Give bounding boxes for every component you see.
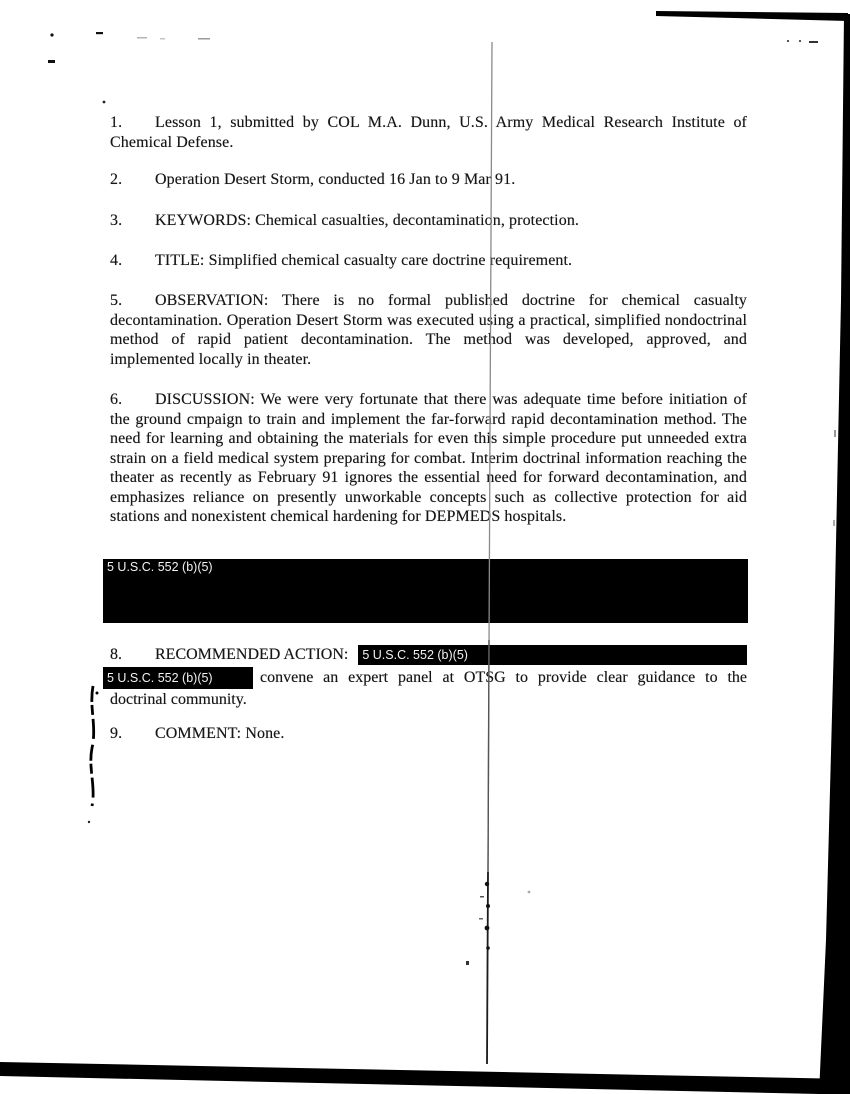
paragraph-text: KEYWORDS: Chemical casualties, decontamination, protection. [155, 212, 580, 229]
fold-ink-blot [486, 904, 490, 908]
faint-scan-mark [528, 891, 531, 894]
paragraph-number: 3. [110, 212, 123, 229]
fold-tick-mark [480, 896, 484, 898]
paragraph-text: Lesson 1, submitted by COL M.A. Dunn, U.S. Army Medical Research Institute of Chemical Defense. [110, 114, 747, 151]
redaction-bar-inline-1 [358, 645, 747, 665]
paragraph-number: 8. [110, 646, 122, 663]
ink-speck [48, 60, 55, 63]
ink-speck [96, 692, 99, 695]
paragraph-number: 4. [110, 252, 123, 269]
paragraph-6-discussion [110, 390, 747, 527]
fold-ink-blot [486, 946, 490, 950]
faint-scan-mark [834, 430, 836, 437]
paragraph-1 [110, 113, 747, 152]
ink-speck [96, 32, 103, 34]
paragraph-text: DISCUSSION: We were very fortunate that there was adequate time before initiation of the ground cmpaign to train and implement the far-forward rapid decontamination method. The need for learning and obtaining the materials for even this simple procedure put unneeded extra strain on a field medical system preparing for combat. Interim doctrinal information reaching the theater as recently as February 91 ignores the essential need for forward decontamination, and emphasizes reliance on presently unworkable concepts such as collective protection for aid stations and nonexistent chemical hardening for DEPMEDS hospitals. [110, 391, 747, 525]
paragraph-number: 9. [110, 725, 123, 742]
paragraph-text: TITLE: Simplified chemical casualty care doctrine requirement. [155, 252, 573, 269]
redaction-exemption-label: 5 U.S.C. 552 (b)(5) [362, 648, 468, 662]
faint-scan-mark [198, 38, 210, 40]
paragraph-number: 6. [110, 391, 123, 408]
paragraph-text: Operation Desert Storm, conducted 16 Jan to 9 Mar 91. [155, 171, 516, 188]
fold-ink-blot [485, 926, 490, 931]
center-fold-line-dark [487, 872, 488, 1064]
center-fold-line [487, 42, 492, 1064]
paragraph-8-line-3: doctrinal community. [110, 691, 247, 708]
fold-ink-blot [485, 882, 489, 886]
paragraph-number: 1. [110, 114, 123, 131]
stray-mark [466, 961, 469, 965]
faint-scan-mark [160, 38, 165, 40]
faint-scan-mark [137, 37, 147, 39]
paragraph-number: 5. [110, 292, 123, 309]
faint-scan-mark [833, 520, 835, 526]
ink-speck [103, 101, 106, 104]
paragraph-2 [110, 170, 747, 190]
redaction-exemption-label: 5 U.S.C. 552 (b)(5) [107, 560, 213, 574]
redaction-bar-inline-2 [103, 667, 253, 689]
paragraph-8-line-1 [110, 645, 747, 665]
paragraph-text: OBSERVATION: There is no formal published doctrine for chemical casualty decontamination. Operation Desert Storm was executed using a practical, simplified nondoctrinal method of rapid patient decontamination. The method was developed, approved, and implemented locally in theater. [110, 292, 747, 368]
scan-edge-top [656, 11, 848, 21]
ink-speck [88, 821, 90, 823]
recommended-action-label: RECOMMENDED ACTION: [155, 646, 349, 663]
scan-edge-bottom [0, 1062, 850, 1094]
fold-tick-mark [479, 918, 483, 920]
ink-smear-left-margin [91, 686, 94, 806]
scan-edge-right [819, 14, 850, 1094]
paragraph-9-comment [110, 724, 747, 744]
ink-speck [809, 41, 818, 43]
ink-speck [50, 33, 53, 36]
paragraph-3-keywords [110, 211, 747, 231]
paragraph-text: convene an expert panel at OTSG to provide clear guidance to the [260, 669, 747, 686]
paragraph-text: COMMENT: None. [155, 725, 285, 742]
redaction-block-paragraph-7 [103, 559, 748, 623]
paragraph-8-line-2 [103, 667, 747, 689]
paragraph-5-observation [110, 291, 747, 369]
paragraph-4-title [110, 251, 747, 271]
ink-speck [787, 40, 789, 42]
redaction-exemption-label: 5 U.S.C. 552 (b)(5) [107, 671, 213, 685]
paragraph-number: 2. [110, 171, 123, 188]
ink-speck [799, 40, 801, 42]
